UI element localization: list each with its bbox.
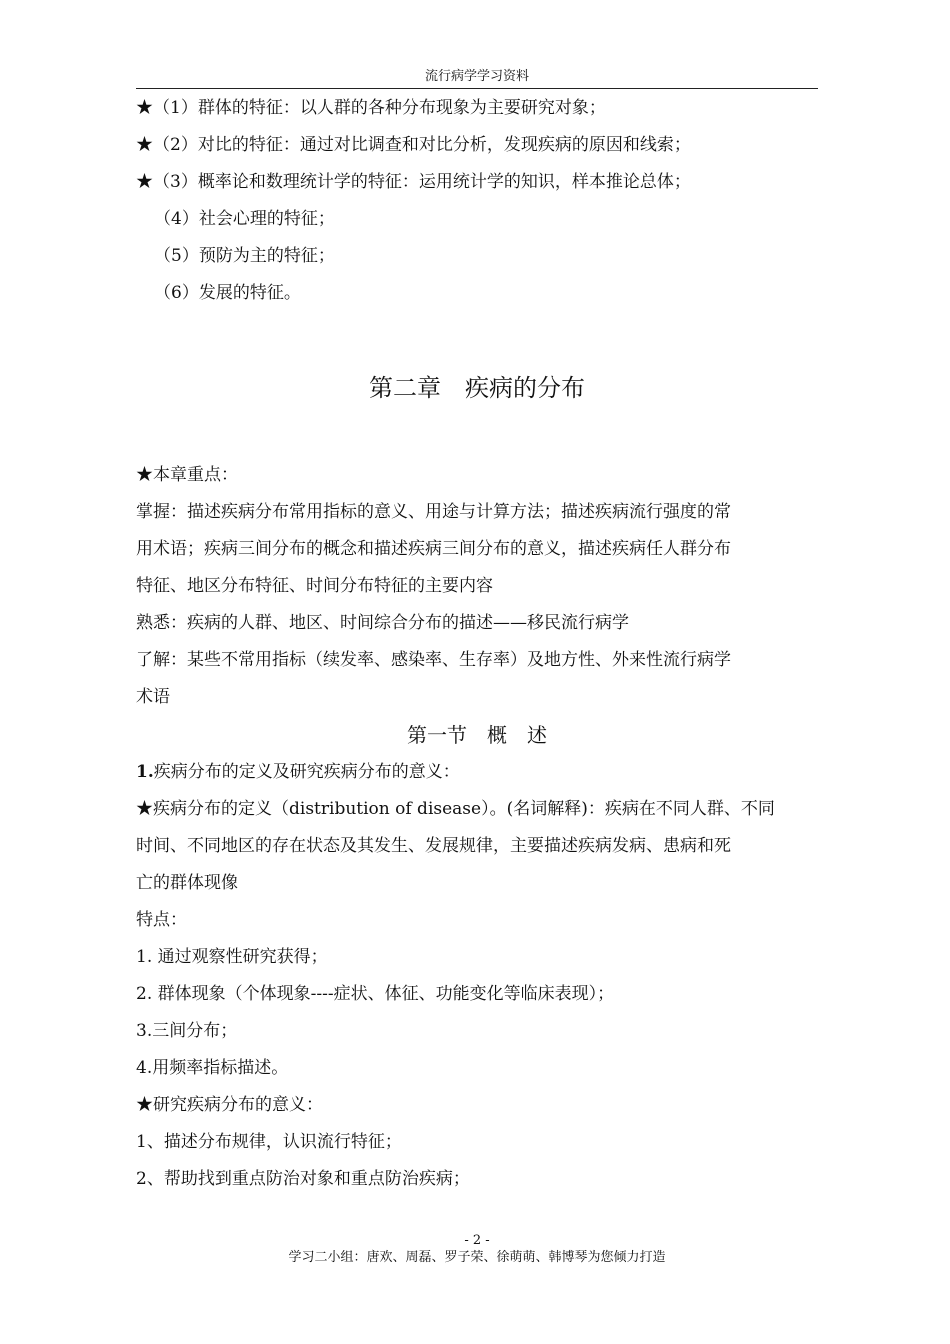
definition-heading xyxy=(136,754,818,791)
significance-item-2: 2、帮助找到重点防治对象和重点防治疾病； xyxy=(136,1169,470,1189)
key-points-heading: ★本章重点： xyxy=(136,465,238,485)
significance-heading: ★研究疾病分布的意义： xyxy=(136,1095,323,1115)
footer-credit: 学习二小组：唐欢、周磊、罗子荣、徐萌萌、韩博琴为您倾力打造 xyxy=(288,1250,666,1265)
characteristic-1: ★（1）群体的特征：以人群的各种分布现象为主要研究对象； xyxy=(136,98,606,118)
significance-item-1: 1、描述分布规律，认识流行特征； xyxy=(136,1132,402,1152)
characteristic-4: （4）社会心理的特征； xyxy=(154,209,335,229)
characteristic-2: ★（2）对比的特征：通过对比调查和对比分析，发现疾病的原因和线索； xyxy=(136,135,691,155)
understand-line-1: 了解：某些不常用指标（续发率、感染率、生存率）及地方性、外来性流行病学 xyxy=(136,650,731,670)
characteristic-5: （5）预防为主的特征； xyxy=(154,246,335,266)
feature-item-1: 1. 通过观察性研究获得； xyxy=(136,947,328,967)
definition-line-2: 时间、不同地区的存在状态及其发生、发展规律，主要描述疾病发病、患病和死 xyxy=(136,836,731,856)
definition-line-1: ★疾病分布的定义（distribution of disease）。(名词解释)：疾病在不同人群、不同 xyxy=(136,799,775,819)
familiar-line: 熟悉：疾病的人群、地区、时间综合分布的描述——移民流行病学 xyxy=(136,613,629,633)
master-line-3: 特征、地区分布特征、时间分布特征的主要内容 xyxy=(136,576,493,596)
feature-item-4: 4.用频率指标描述。 xyxy=(136,1058,289,1078)
page-content xyxy=(136,90,818,1198)
feature-item-3: 3.三间分布； xyxy=(136,1021,238,1041)
section-title: 第一节 概 述 xyxy=(407,723,547,747)
page-header: 流行病学学习资料 xyxy=(136,68,818,89)
definition-heading-text: 疾病分布的定义及研究疾病分布的意义： xyxy=(153,762,460,782)
definition-line-3: 亡的群体现像 xyxy=(136,873,238,893)
definition-heading-number: 1. xyxy=(136,762,154,782)
master-line-1: 掌握：描述疾病分布常用指标的意义、用途与计算方法；描述疾病流行强度的常 xyxy=(136,502,731,522)
feature-item-2: 2. 群体现象（个体现象----症状、体征、功能变化等临床表现）； xyxy=(136,984,615,1004)
master-line-2: 用术语；疾病三间分布的概念和描述疾病三间分布的意义，描述疾病任人群分布 xyxy=(136,539,731,559)
page-number: - 2 - xyxy=(464,1233,490,1248)
characteristic-6: （6）发展的特征。 xyxy=(154,283,301,303)
features-heading: 特点： xyxy=(136,910,187,930)
characteristic-3: ★（3）概率论和数理统计学的特征：运用统计学的知识，样本推论总体； xyxy=(136,172,691,192)
understand-line-2: 术语 xyxy=(136,687,170,707)
chapter-title: 第二章 疾病的分布 xyxy=(369,374,585,402)
